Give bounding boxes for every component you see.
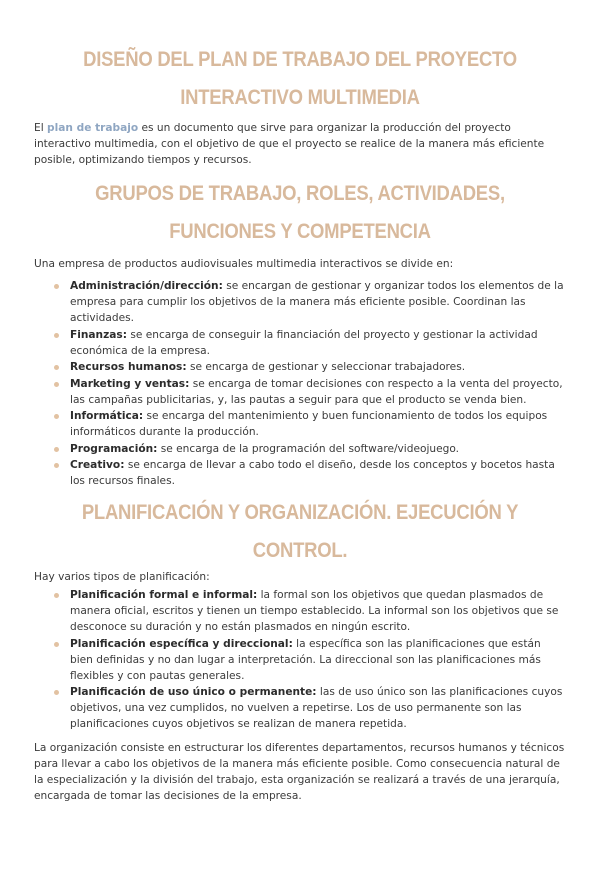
list-item-term: Informática: xyxy=(70,410,144,422)
list-item-term: Marketing y ventas: xyxy=(70,377,190,390)
list-item-text: se encarga de gestionar y seleccionar trabajadores. xyxy=(186,361,466,373)
planning-types-list xyxy=(34,587,566,732)
document-page xyxy=(0,40,600,888)
intro-prefix: El xyxy=(34,122,48,134)
group-list-item xyxy=(70,376,566,408)
list-item-text: se encarga de tomar decisiones con respecto a la venta del proyecto, las campañas publicitarias, y, las pautas a seguir para que el producto se venda bien. xyxy=(70,377,563,406)
list-item-text: se encarga de la programación del software/videojuego. xyxy=(157,442,460,455)
list-item-text: se encarga del mantenimiento y buen funcionamiento de todos los equipos informáticos durante la producción. xyxy=(70,410,548,438)
main-title: DISEÑO DEL PLAN DE TRABAJO DEL PROYECTO INTERACTIVO MULTIMEDIA xyxy=(83,47,517,109)
bullet-icon xyxy=(54,463,59,468)
bullet-icon xyxy=(54,690,59,695)
list-item-term: Planificación formal e informal: xyxy=(70,589,258,601)
list-item-term: Programación: xyxy=(70,442,158,455)
group-list-item xyxy=(70,278,566,326)
list-item-term: Planificación de uso único o permanente: xyxy=(70,686,317,698)
planning-list-item xyxy=(70,684,566,732)
list-item-term: Administración/dirección: xyxy=(70,280,223,292)
group-list-item xyxy=(70,359,566,375)
list-item-text: se encarga de conseguir la financiación del proyecto y gestionar la actividad económica de la empresa. xyxy=(70,328,538,357)
list-item-text: la formal son los objetivos que quedan plasmados de manera oficial, escritos y tienen un tiempo establecido. La informal son los objetivos que se desconoce su duración y no están plasmados en ningún escrito. xyxy=(70,589,559,633)
planning-intro: Hay varios tipos de planificación: xyxy=(34,571,210,583)
organization-paragraph: La organización consiste en estructurar los diferentes departamentos, recursos humanos y técnicos para llevar a cabo los objetivos de la manera más eficiente posible. Como consecuencia natural de la especialización y la división del trabajo, esta organización se realizará a través de una jerarquía, encargada de tomar las decisiones de la empresa. xyxy=(34,742,565,802)
list-item-term: Creativo: xyxy=(70,459,125,471)
list-item-text: se encargan de gestionar y organizar todos los elementos de la empresa para cumplir los objetivos de la manera más eficiente posible. Coordinan las actividades. xyxy=(70,280,564,324)
bullet-icon xyxy=(54,414,59,419)
list-item-term: Planificación específica y direccional: xyxy=(70,637,293,650)
group-list-item xyxy=(70,457,566,489)
groups-list xyxy=(34,278,566,489)
section-title-groups: GRUPOS DE TRABAJO, ROLES, ACTIVIDADES, FUNCIONES Y COMPETENCIA xyxy=(95,181,505,243)
group-list-item xyxy=(70,327,566,359)
group-list-item xyxy=(70,408,566,440)
groups-intro: Una empresa de productos audiovisuales multimedia interactivos se divide en: xyxy=(34,258,454,270)
planning-list-item xyxy=(70,587,566,635)
intro-suffix: es un documento que sirve para organizar la producción del proyecto interactivo multimedia, con el objetivo de que el proyecto se realice de la manera más eficiente posible, optimizando tiempos y recursos. xyxy=(34,122,545,166)
list-item-text: las de uso único son las planificaciones cuyos objetivos, una vez cumplidos, no vuelven a repetirse. Los de uso permanente son las planificaciones cuyos objetivos se realizan de manera repetida. xyxy=(70,686,563,730)
bullet-icon xyxy=(54,382,59,387)
bullet-icon xyxy=(54,333,59,338)
plan-de-trabajo-link[interactable]: plan de trabajo xyxy=(47,122,139,134)
group-list-item xyxy=(70,441,566,457)
bullet-icon xyxy=(54,593,59,598)
section-title-planning: PLANIFICACIÓN Y ORGANIZACIÓN. EJECUCIÓN Y CONTROL. xyxy=(81,500,519,562)
list-item-text: la específica son las planificaciones que están bien definidas y no dan lugar a interpretación. La direccional son las planificaciones más flexibles y con pautas generales. xyxy=(70,637,541,682)
planning-list-item xyxy=(70,636,566,684)
list-item-text: se encarga de llevar a cabo todo el diseño, desde los conceptos y bocetos hasta los recursos finales. xyxy=(70,459,555,487)
list-item-term: Finanzas: xyxy=(70,328,127,341)
bullet-icon xyxy=(54,642,59,647)
list-item-term: Recursos humanos: xyxy=(70,361,187,373)
bullet-icon xyxy=(54,365,59,370)
bullet-icon xyxy=(54,284,59,289)
intro-paragraph xyxy=(34,120,566,168)
bullet-icon xyxy=(54,447,59,452)
